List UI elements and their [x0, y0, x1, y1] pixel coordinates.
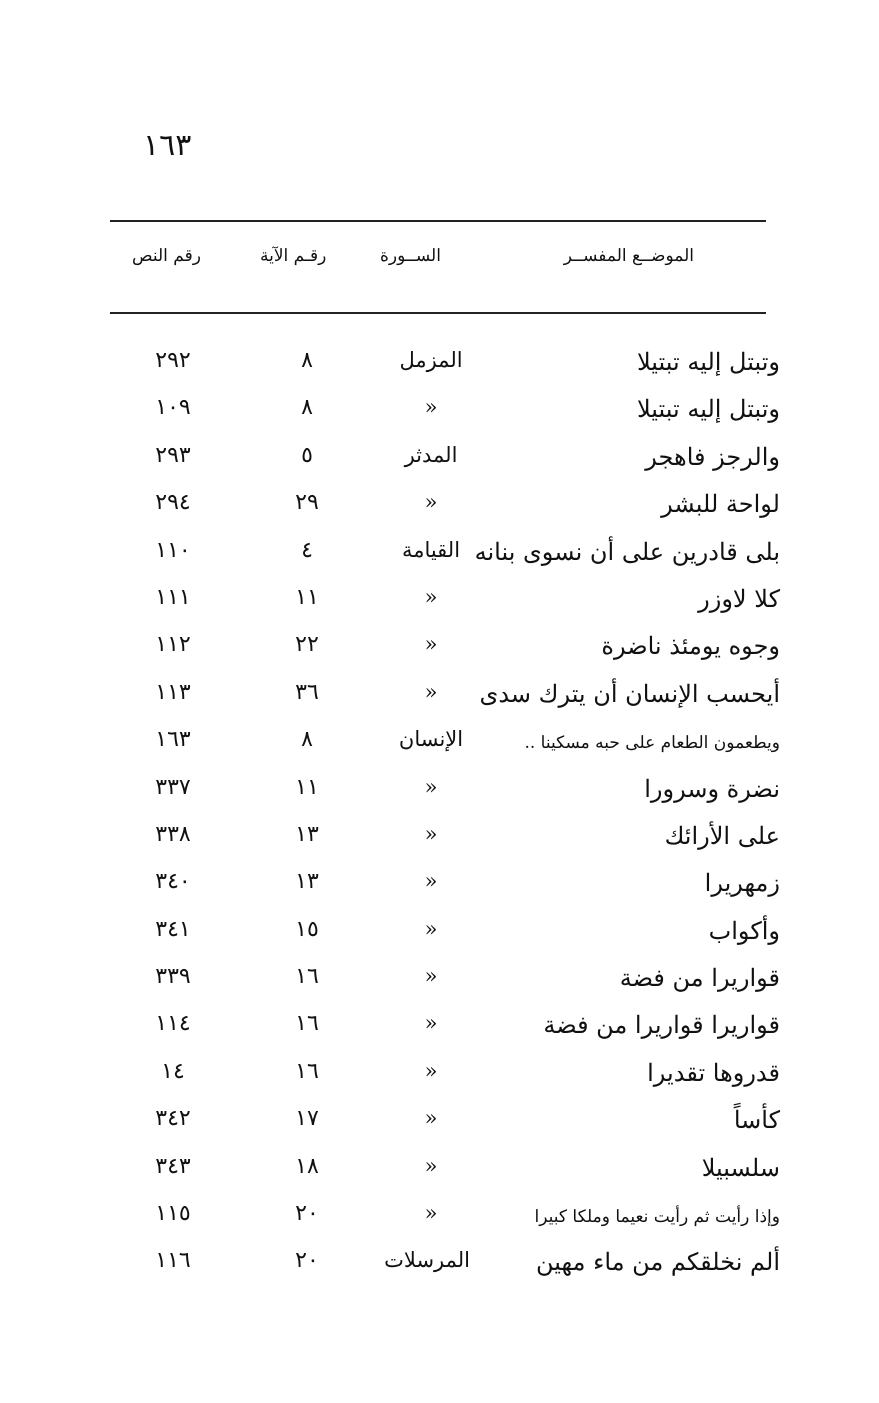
table-row [110, 581, 780, 628]
cell-place: زمهريرا [704, 869, 780, 898]
cell-place: كلا لاوزر [698, 584, 780, 613]
cell-ayah-number: ٢٩ [295, 490, 319, 516]
cell-ayah-number: ١٦ [295, 1058, 319, 1084]
cell-text-number: ١٦٣ [155, 727, 191, 753]
cell-ayah-number: ٨ [301, 395, 313, 421]
cell-place: والرجز فاهجر [645, 442, 780, 471]
cell-place: ألم نخلقكم من ماء مهين [536, 1248, 780, 1277]
cell-surah: « [424, 1058, 438, 1083]
cell-surah: « [424, 490, 438, 515]
cell-text-number: ٣٣٧ [155, 774, 191, 800]
cell-surah: « [424, 964, 438, 989]
cell-ayah-number: ٨ [301, 348, 313, 373]
cell-ayah-number: ٢٢ [295, 632, 319, 658]
table-row [110, 344, 780, 391]
cell-ayah-number: ٨ [301, 727, 313, 753]
cell-place: سلسبيلا [701, 1153, 780, 1182]
cell-place: على الأرائك [664, 821, 780, 850]
cell-text-number: ١١٤ [155, 1011, 191, 1037]
table-row [110, 1150, 780, 1197]
table-row [110, 1055, 780, 1102]
cell-surah: القيامة [401, 537, 461, 562]
header-text-number: رقم النص [132, 246, 201, 266]
cell-place: وجوه يومئذ ناضرة [601, 632, 780, 661]
cell-place: ويطعمون الطعام على حبه مسكينا .. [524, 733, 780, 754]
cell-ayah-number: ١٣ [295, 821, 319, 847]
cell-text-number: ٢٩٤ [155, 490, 191, 516]
table-row [110, 1244, 780, 1291]
cell-ayah-number: ١١ [295, 774, 319, 800]
cell-place: وتبتل إليه تبتيلا [636, 395, 780, 424]
cell-surah: المرسلات [384, 1248, 470, 1273]
cell-text-number: ١١٣ [155, 679, 191, 705]
table-row [110, 960, 780, 1007]
cell-place: كأساً [733, 1106, 780, 1135]
table-row [110, 534, 780, 581]
cell-surah: « [424, 1106, 438, 1131]
cell-surah: المزمل [399, 348, 463, 372]
cell-place: وتبتل إليه تبتيلا [636, 348, 780, 376]
table-header [110, 246, 766, 282]
cell-ayah-number: ١٦ [295, 1011, 319, 1037]
cell-surah: « [424, 679, 438, 704]
cell-text-number: ١١٦ [155, 1248, 191, 1274]
cell-surah: « [424, 632, 438, 657]
cell-text-number: ١١٢ [155, 632, 191, 658]
cell-text-number: ٣٣٩ [155, 964, 191, 990]
cell-place: قدروها تقديرا [647, 1058, 780, 1087]
table-row [110, 1197, 780, 1244]
cell-place: وأكواب [708, 916, 780, 945]
cell-place: نضرة وسرورا [644, 774, 780, 803]
cell-text-number: ٣٤٣ [155, 1153, 191, 1179]
cell-ayah-number: ١٨ [295, 1153, 319, 1179]
table-row [110, 913, 780, 960]
cell-surah: « [424, 1153, 438, 1178]
cell-ayah-number: ٤ [301, 537, 313, 563]
cell-place: قواريرا من فضة [619, 964, 780, 993]
cell-surah: « [424, 821, 438, 846]
cell-ayah-number: ١١ [295, 584, 319, 610]
index-table-body [110, 344, 780, 1292]
cell-text-number: ١١١ [155, 584, 191, 610]
cell-ayah-number: ١٦ [295, 964, 319, 990]
table-row [110, 723, 780, 770]
cell-surah: « [424, 584, 438, 609]
cell-text-number: ١١٥ [155, 1201, 191, 1227]
cell-ayah-number: ٣٦ [295, 679, 319, 705]
cell-text-number: ١٠٩ [155, 395, 191, 421]
header-ayah-number: رقـم الآية [260, 246, 327, 266]
cell-ayah-number: ٢٠ [295, 1248, 319, 1274]
cell-ayah-number: ١٧ [295, 1106, 319, 1132]
cell-surah: « [424, 774, 438, 799]
table-row [110, 391, 780, 438]
cell-text-number: ٣٤٠ [155, 869, 191, 895]
cell-place: بلى قادرين على أن نسوى بنانه [474, 537, 780, 566]
table-row [110, 1007, 780, 1054]
cell-surah: « [424, 395, 438, 420]
cell-text-number: ٣٣٨ [155, 821, 191, 847]
table-row [110, 865, 780, 912]
header-place: الموضــع المفســر [563, 246, 694, 266]
table-row [110, 771, 780, 818]
cell-surah: « [424, 916, 438, 941]
cell-text-number: ١١٠ [155, 537, 191, 563]
table-row [110, 676, 780, 723]
cell-surah: « [424, 1201, 438, 1226]
header-surah: الســورة [380, 246, 441, 266]
cell-surah: « [424, 869, 438, 894]
table-row [110, 628, 780, 675]
cell-place: وإذا رأيت ثم رأيت نعيما وملكا كبيرا [534, 1207, 780, 1228]
cell-text-number: ٣٤١ [155, 916, 191, 942]
cell-surah: « [424, 1011, 438, 1036]
cell-text-number: ٣٤٢ [155, 1106, 191, 1132]
cell-place: لواحة للبشر [661, 490, 780, 519]
table-row [110, 818, 780, 865]
cell-surah: المدثر [404, 442, 458, 467]
page-number: ١٦٣ [143, 128, 192, 163]
table-row [110, 439, 780, 486]
cell-text-number: ١٤ [161, 1058, 185, 1084]
cell-place: أيحسب الإنسان أن يترك سدى [479, 679, 780, 708]
cell-surah: الإنسان [398, 727, 464, 752]
cell-ayah-number: ١٣ [295, 869, 319, 895]
table-row [110, 1102, 780, 1149]
cell-ayah-number: ١٥ [295, 916, 319, 942]
header-top-rule [110, 220, 766, 222]
cell-ayah-number: ٢٠ [295, 1201, 319, 1227]
cell-place: قواريرا قواريرا من فضة [543, 1011, 780, 1040]
cell-text-number: ٢٩٣ [155, 442, 191, 468]
cell-text-number: ٢٩٢ [155, 348, 191, 373]
cell-ayah-number: ٥ [301, 442, 313, 468]
header-bottom-rule [110, 312, 766, 314]
table-row [110, 486, 780, 533]
